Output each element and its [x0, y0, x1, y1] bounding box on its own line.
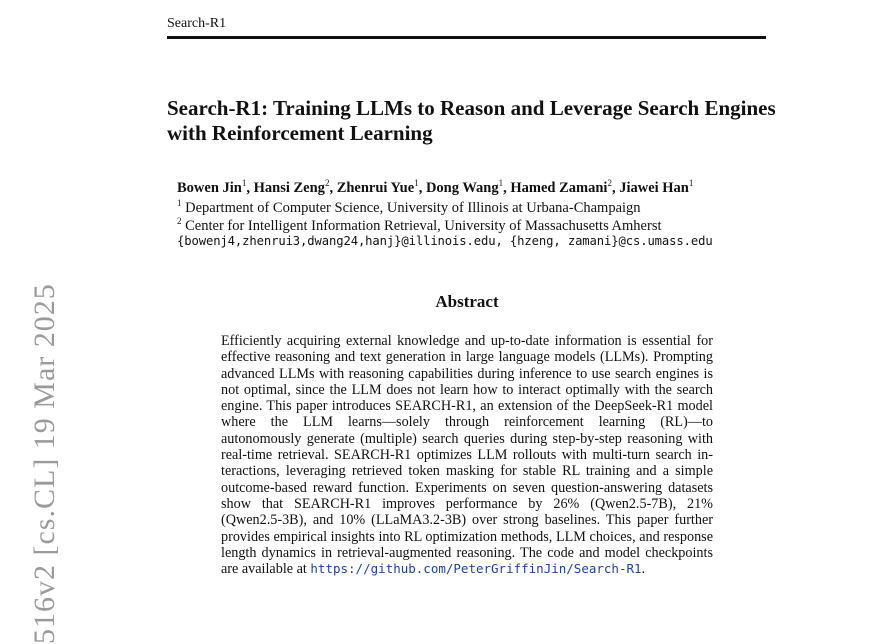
- author: Jiawei Han: [619, 179, 689, 196]
- header-rule: [167, 36, 766, 39]
- affiliation-mark: 1: [177, 198, 182, 208]
- author: Zhenrui Yue: [336, 179, 415, 196]
- abstract-text: Efficiently acquiring external knowledge and up-to-date information is essential for effective reasoning and text generation in large language models (LLMs). Prompting advanced LLMs with reasoning capabilities during inference to use search engines is not optimal, since the LLM does not learn how to interact optimally with the search engine. This paper introduces SEARCH-R1, an extension of the DeepSeek-R1 model where the LLM learns—solely through reinforcement learning (RL)—to autonomously generate (multiple) search queries during step-by-step reasoning with real-time retrieval. SEARCH-R1 optimizes LLM rollouts with multi-turn search interactions, leveraging retrieved token masking for stable RL training and a simple outcome-based reward function. Experiments on seven question-answering datasets show that SEARCH-R1 improves performance by 26% (Qwen2.5-7B), 21% (Qwen2.5-3B), and 10% (LLaMA3.2-3B) over strong baselines. This paper further provides empirical insights into RL optimization methods, LLM choices, and response length dynamics in retrieval-augmented reasoning. The code and model checkpoints are available at: [221, 333, 713, 578]
- author: Hansi Zeng: [253, 179, 325, 196]
- affiliation-text: Center for Intelligent Information Retrieval, University of Massachusetts Amherst: [185, 217, 662, 234]
- author-emails: {bowenj4,zhenrui3,dwang24,hanj}@illinois.edu, {hzeng, zamani}@cs.umass.edu: [177, 234, 713, 248]
- affiliation-text: Department of Computer Science, University of Illinois at Urbana-Champaign: [185, 199, 641, 216]
- code-repo-link[interactable]: https://github.com/PeterGriffinJin/Search-R1: [310, 561, 642, 577]
- author: Bowen Jin: [177, 179, 242, 196]
- affiliation-2: [177, 216, 662, 235]
- author: Hamed Zamani: [510, 179, 608, 196]
- affiliation-1: [177, 198, 641, 217]
- affiliation-mark: 1: [414, 178, 419, 188]
- affiliation-mark: 1: [498, 178, 504, 188]
- arxiv-identifier-stamp: 516v2 [cs.CL] 19 Mar 2025: [28, 283, 61, 644]
- affiliation-mark: 2: [607, 178, 612, 188]
- abstract-body: [221, 333, 713, 577]
- abstract-end: .: [641, 561, 646, 578]
- affiliation-mark: 2: [177, 216, 182, 226]
- paper-title: Search-R1: Training LLMs to Reason and Leverage Search Engines with Reinforcement Learning: [167, 96, 776, 145]
- affiliation-mark: 2: [324, 178, 330, 188]
- affiliation-mark: 1: [241, 178, 247, 188]
- affiliation-mark: 1: [688, 178, 694, 188]
- running-title: Search-R1: [167, 16, 227, 31]
- author: Dong Wang: [425, 179, 499, 196]
- abstract-heading: Abstract: [435, 292, 499, 311]
- author-list: Bowen Jin$^1$, Hansi Zeng$^2$, Zhenrui Yue$^1$, Dong Wang$^1$, Hamed Zamani$^2$, Jiawei Han$^1$: [177, 178, 694, 196]
